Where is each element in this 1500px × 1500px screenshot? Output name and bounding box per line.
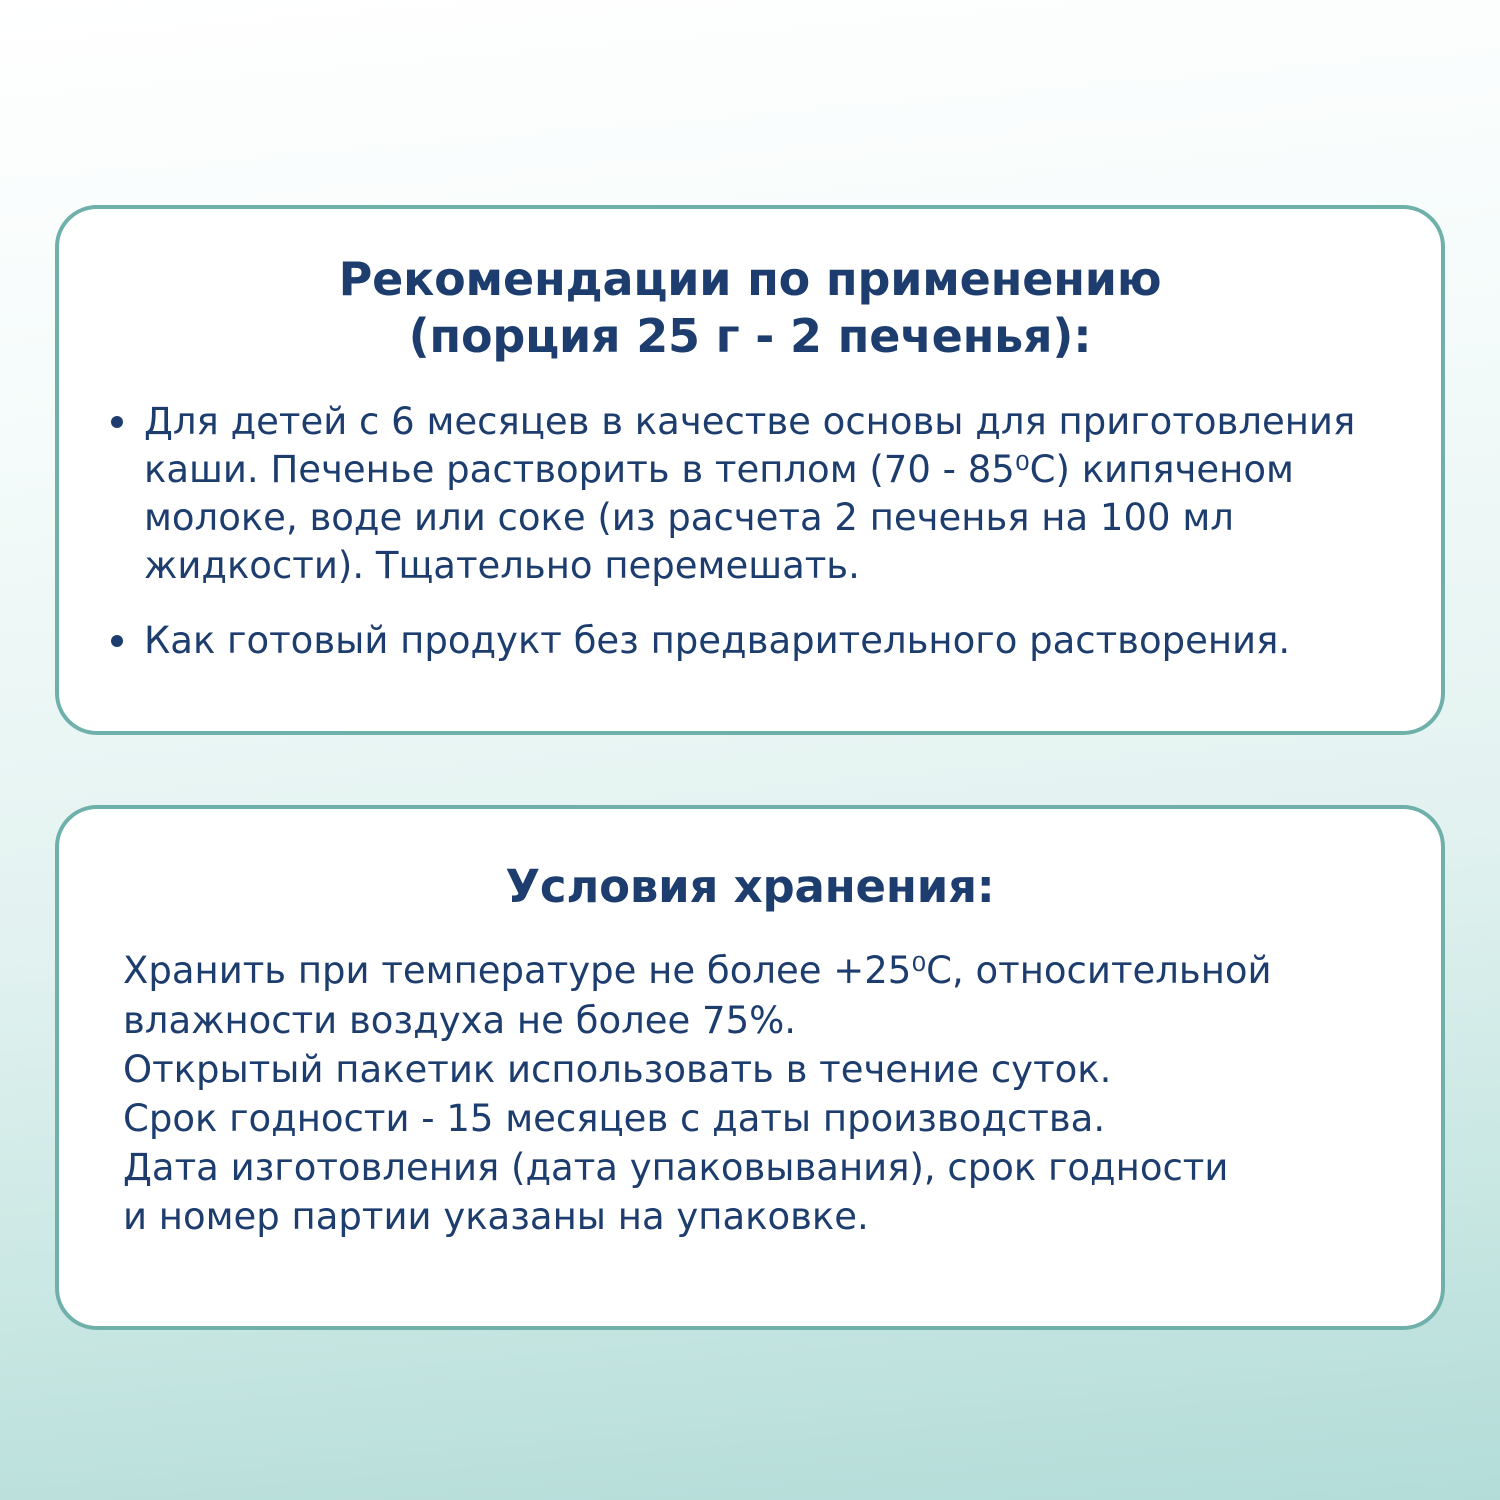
storage-line: и номер партии указаны на упаковке. bbox=[123, 1195, 869, 1239]
storage-paragraph bbox=[123, 946, 1385, 1241]
usage-bullet-list bbox=[99, 398, 1401, 664]
usage-recommendations-card bbox=[55, 205, 1445, 735]
storage-line: влажности воздуха не более 75%. bbox=[123, 998, 797, 1042]
storage-line: Срок годности - 15 месяцев с даты производства. bbox=[123, 1096, 1106, 1140]
storage-conditions-card bbox=[55, 805, 1445, 1330]
storage-line: Открытый пакетик использовать в течение суток. bbox=[123, 1047, 1112, 1091]
usage-item-text: Как готовый продукт без предварительного растворения. bbox=[144, 618, 1291, 662]
list-item bbox=[99, 398, 1401, 590]
list-item bbox=[99, 617, 1401, 665]
storage-line: Хранить при температуре не более +25⁰С, относительной bbox=[123, 949, 1272, 993]
usage-title-line-1: Рекомендации по применению bbox=[338, 252, 1162, 306]
usage-card-title bbox=[99, 251, 1401, 364]
storage-title-line-1: Условия хранения: bbox=[505, 860, 995, 913]
bullet-dot-icon bbox=[111, 635, 123, 647]
storage-card-title bbox=[99, 859, 1401, 914]
usage-title-line-2: (порция 25 г - 2 печенья): bbox=[408, 308, 1092, 363]
usage-item-text: Для детей с 6 месяцев в качестве основы для приготовления каши. Печенье растворить в теплом (70 - 85⁰С) кипяченом молоке, воде или соке (из расчета 2 печенья на 100 мл жидкости). Тщательно перемешать. bbox=[144, 400, 1356, 588]
storage-line: Дата изготовления (дата упаковывания), срок годности bbox=[123, 1146, 1229, 1190]
bullet-dot-icon bbox=[111, 416, 123, 428]
storage-text-block bbox=[99, 946, 1401, 1241]
